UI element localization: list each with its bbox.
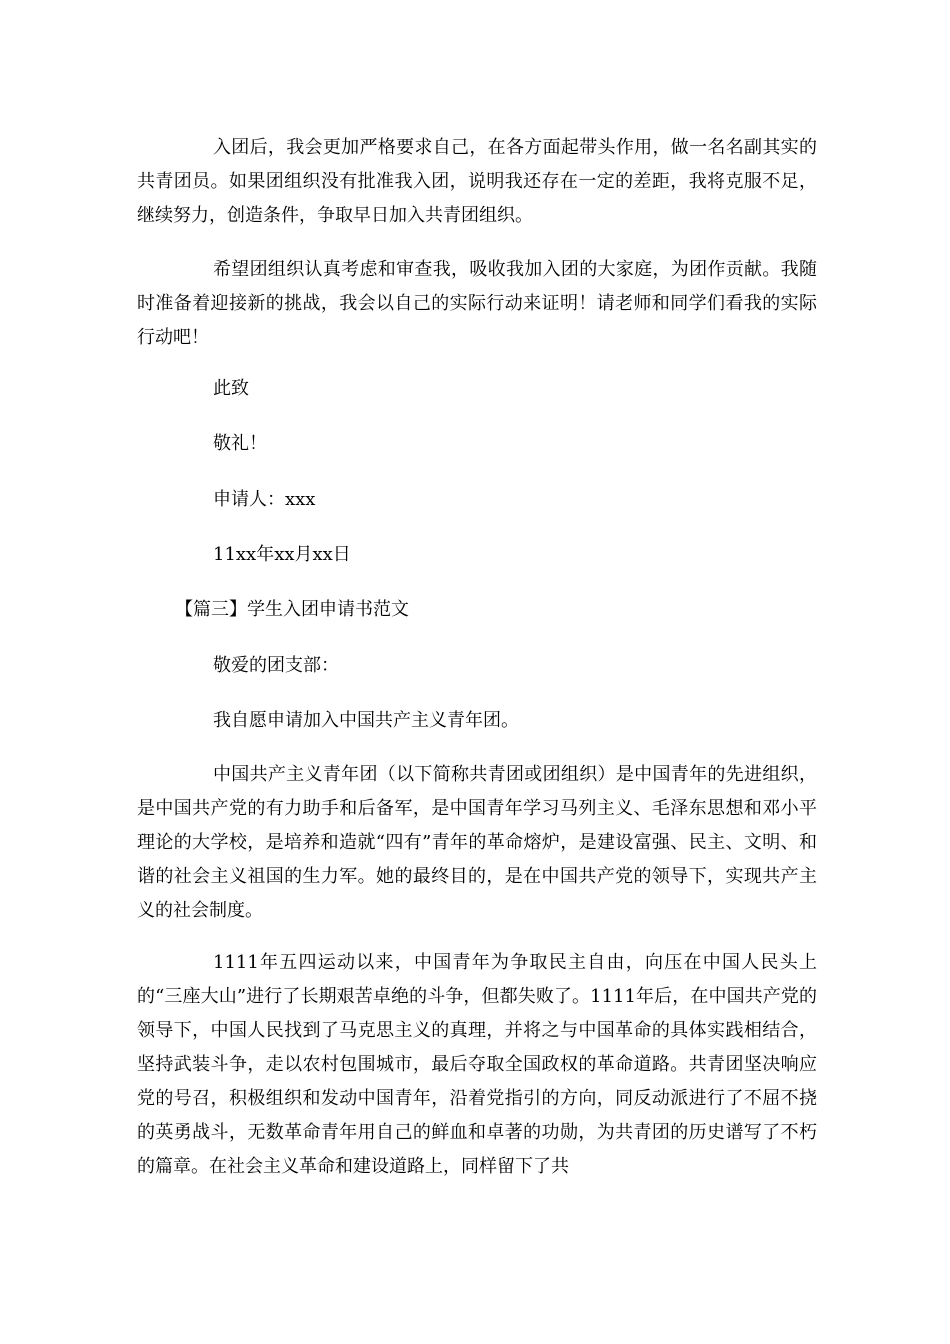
application-statement: 我自愿申请加入中国共产主义青年团。 (213, 710, 519, 731)
paragraph-league-history: 1111年五四运动以来，中国青年为争取民主自由，向压在中国人民头上的“三座大山”进行了长期艰苦卓绝的斗争，但都失败了。1111年后，在中国共产党的领导下，中国人民找到了马克思主义的真理，并将之与中国革命的具体实践相结合，坚持武装斗争，走以农村包围城市，最后夺取全国政权的革命道路。共青团坚决响应党的号召，积极组织和发动中国青年，沿着党指引的方向，同反动派进行了不屈不挠的英勇战斗，无数革命青年用自己的鲜血和卓著的功勋，为共青团的历史谱写了不朽的篇章。在社会主义革命和建设道路上，同样留下了共 (137, 952, 817, 1177)
closing-line-1: 此致 (213, 378, 249, 399)
applicant-line: 申请人：xxx (213, 489, 316, 510)
paragraph-league-intro: 中国共产主义青年团（以下简称共青团或团组织）是中国青年的先进组织，是中国共产党的有力助手和后备军，是中国青年学习马列主义、毛泽东思想和邓小平理论的大学校，是培养和造就“四有”青年的革命熔炉，是建设富强、民主、文明、和谐的社会主义祖国的生力军。她的最终目的，是在中国共产党的领导下，实现共产主义的社会制度。 (137, 764, 817, 921)
salutation: 敬爱的团支部： (213, 655, 339, 676)
section-title: 【篇三】学生入团申请书范文 (175, 599, 409, 620)
closing-line-2: 敬礼！ (213, 433, 267, 454)
paragraph-hope: 希望团组织认真考虑和审查我，吸收我加入团的大家庭，为团作贡献。我随时准备着迎接新的挑战，我会以自己的实际行动来证明！请老师和同学们看我的实际行动吧！ (137, 259, 817, 348)
date-line: 11xx年xx月xx日 (213, 544, 351, 565)
paragraph-join-commitment: 入团后，我会更加严格要求自己，在各方面起带头作用，做一名名副其实的共青团员。如果团组织没有批准我入团，说明我还存在一定的差距，我将克服不足，继续努力，创造条件，争取早日加入共青团组织。 (137, 137, 817, 226)
